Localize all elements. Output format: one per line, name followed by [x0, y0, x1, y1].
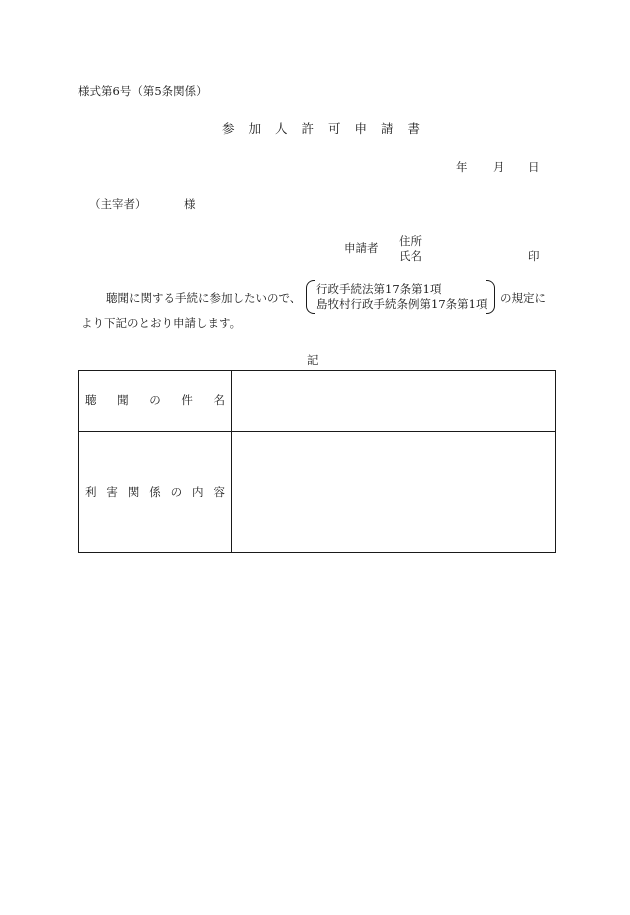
body-text-line2: より下記のとおり申請します。 — [81, 316, 242, 330]
law-reference-brace — [306, 280, 495, 314]
date-month-label: 月 — [493, 160, 505, 174]
applicant-address-label: 住所 — [399, 234, 422, 248]
form-number: 様式第6号（第5条関係） — [78, 84, 208, 98]
law-reference-2: 島牧村行政手続条例第17条第1項 — [316, 297, 488, 311]
column-divider — [231, 371, 232, 552]
right-brace — [486, 280, 495, 314]
body-text-line1-tail: の規定に — [500, 291, 546, 305]
date-year-label: 年 — [456, 160, 468, 174]
document-title: 参加人許可申請書 — [222, 121, 435, 136]
body-text-line1: 聴聞に関する手続に参加したいので、 — [106, 291, 302, 305]
row-divider — [79, 431, 555, 432]
applicant-name-label: 氏名 — [399, 249, 422, 263]
addressee-honorific: 様 — [184, 197, 196, 211]
interest-content-label: 利 害 関 係 の 内 容 — [85, 485, 225, 499]
hearing-subject-label: 聴 聞 の 件 名 — [85, 393, 225, 407]
law-reference-1: 行政手続法第17条第1項 — [316, 282, 442, 296]
record-table — [78, 370, 556, 553]
date-day-label: 日 — [528, 160, 540, 174]
seal-mark: 印 — [528, 249, 540, 263]
record-heading: 記 — [307, 353, 319, 367]
applicant-label: 申請者 — [344, 241, 379, 255]
left-brace — [306, 280, 315, 314]
addressee-label: （主宰者） — [89, 197, 147, 211]
